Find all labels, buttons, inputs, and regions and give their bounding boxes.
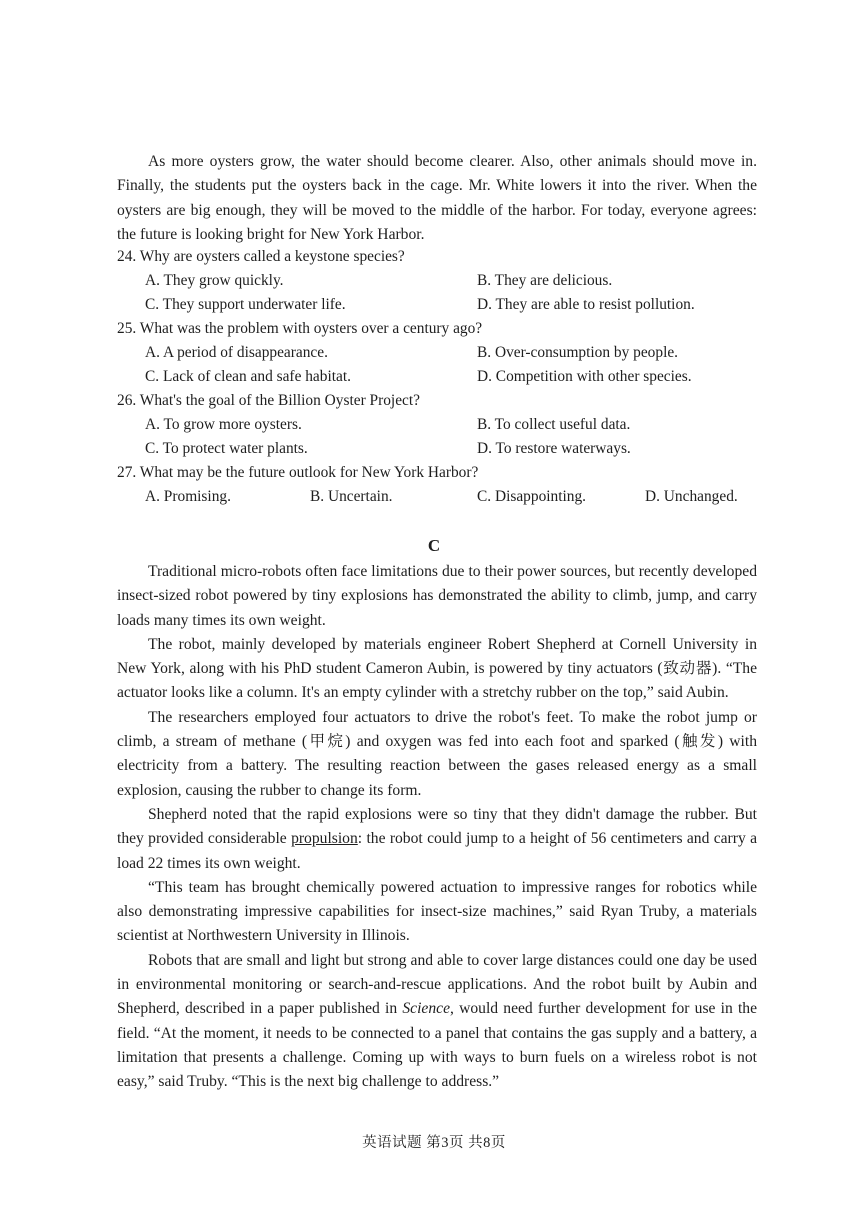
option-b: B. Over-consumption by people. <box>477 344 679 361</box>
paragraph-4-end: : the robot could jump to a height of 56 centimeters and carry a load 22 times its own weight. <box>117 830 757 872</box>
passage-b-ending <box>117 150 757 247</box>
option-b: B. They are delicious. <box>477 272 613 289</box>
option-c: C. Lack of clean and safe habitat. <box>145 368 351 385</box>
passage-c <box>117 560 757 1095</box>
question-stem: 26. What's the goal of the Billion Oyster Project? <box>117 392 420 409</box>
paragraph-6-start: Robots that are small and light but strong and able to cover large distances could one day be used in environmental monitoring or search-and-rescue applications. And the robot built by Aubin and Shepherd, described in a paper published in <box>117 951 757 1018</box>
option-c: C. Disappointing. <box>477 488 587 505</box>
question-stem: 27. What may be the future outlook for New York Harbor? <box>117 464 479 481</box>
option-d: D. They are able to resist pollution. <box>477 296 695 313</box>
option-d: D. Unchanged. <box>645 488 738 505</box>
option-a: A. Promising. <box>145 488 231 505</box>
paragraph-1: Traditional micro-robots often face limitations due to their power sources, but recently developed insect-sized robot powered by tiny explosions has demonstrated the ability to climb, jump, and carry loads many times its own weight. <box>117 563 757 629</box>
option-a: A. A period of disappearance. <box>145 344 328 361</box>
paragraph-4-start: Shepherd noted that the rapid explosions were so tiny that they didn't damage the rubber. But they provided considerable <box>117 805 757 848</box>
passage-b-last-paragraph: As more oysters grow, the water should become clearer. Also, other animals should move in. Finally, the students put the oysters back in the cage. Mr. White lowers it into the river. When the oysters are big enough, they will be moved to the middle of the harbor. For today, everyone agrees: the future is looking bright for New York Harbor. <box>117 153 757 243</box>
option-b: B. To collect useful data. <box>477 416 631 433</box>
option-c: C. They support underwater life. <box>145 296 346 313</box>
option-a: A. To grow more oysters. <box>145 416 302 433</box>
paragraph-4 <box>117 803 757 876</box>
question-stem: 25. What was the problem with oysters over a century ago? <box>117 320 483 337</box>
option-d: D. To restore waterways. <box>477 440 631 457</box>
paragraph-6 <box>117 949 757 1095</box>
page-footer: 英语试题 第3页 共8页 <box>362 1135 506 1151</box>
option-c: C. To protect water plants. <box>145 440 308 457</box>
option-b: B. Uncertain. <box>310 488 393 505</box>
paragraph-3: The researchers employed four actuators to drive the robot's feet. To make the robot jump or climb, a stream of methane (甲烷) and oxygen was fed into each foot and sparked (触发) with electricity from a battery. The resulting reaction between the gases released energy as a small explosion, causing the rubber to change its form. <box>117 708 757 799</box>
question-stem: 24. Why are oysters called a keystone species? <box>117 248 405 265</box>
paragraph-5: “This team has brought chemically powered actuation to impressive ranges for robotics while also demonstrating impressive capabilities for insect-size machines,” said Ryan Truby, a materials scientist at Northwestern University in Illinois. <box>117 878 757 945</box>
paragraph-6-end: , would need further development for use in the field. “At the moment, it needs to be connected to a panel that contains the gas supply and a battery, a limitation that presents a challenge. Coming up with ways to burn fuels on a wireless robot is not easy,” said Truby. “This is the next big challenge to address.” <box>117 1000 758 1091</box>
section-heading: C <box>427 536 441 555</box>
paragraph-2: The robot, mainly developed by materials engineer Robert Shepherd at Cornell University in New York, along with his PhD student Cameron Aubin, is powered by tiny actuators (致动器). “The actuator looks like a column. It's an empty cylinder with a stretchy rubber on the top,” said Aubin. <box>117 635 757 702</box>
option-a: A. They grow quickly. <box>145 272 284 289</box>
underlined-word: propulsion <box>291 830 358 848</box>
journal-title: Science <box>402 1000 450 1018</box>
option-d: D. Competition with other species. <box>477 368 692 385</box>
